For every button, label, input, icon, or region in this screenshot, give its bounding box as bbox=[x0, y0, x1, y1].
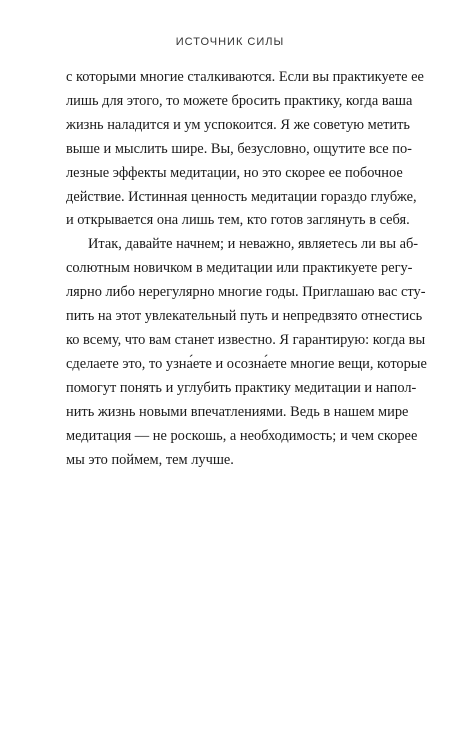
text-line: солютным новичком в медитации или практикуете регу- bbox=[66, 260, 413, 277]
text-line: сделаете это, то узна́ете и осозна́ете многие вещи, которые bbox=[66, 355, 427, 372]
paragraph-1 bbox=[66, 66, 424, 233]
body-text bbox=[66, 66, 427, 472]
text-line: медитация — не роскошь, а необходимость; и чем скорее bbox=[66, 427, 418, 444]
text-line: Итак, давайте начнем; и неважно, являетесь ли вы аб- bbox=[88, 236, 419, 253]
text-line: и открывается она лишь тем, кто готов заглянуть в себя. bbox=[66, 212, 410, 229]
text-line: лишь для этого, то можете бросить практику, когда ваша bbox=[66, 92, 413, 109]
text-line: ко всему, что вам станет известно. Я гарантирую: когда вы bbox=[66, 331, 426, 348]
text-line: действие. Истинная ценность медитации гораздо глубже, bbox=[66, 188, 417, 205]
text-line: мы это поймем, тем лучше. bbox=[66, 451, 234, 468]
text-line: помогут понять и углубить практику медитации и напол- bbox=[66, 379, 417, 396]
text-line: с которыми многие сталкиваются. Если вы практикуете ее bbox=[66, 69, 424, 85]
text-line: лезные эффекты медитации, но это скорее ее побочное bbox=[66, 164, 403, 181]
paragraph-2 bbox=[66, 233, 427, 472]
text-line: жизнь наладится и ум успокоится. Я же советую метить bbox=[66, 116, 410, 133]
running-header: ИСТОЧНИК СИЛЫ bbox=[175, 36, 285, 48]
text-line: нить жизнь новыми впечатлениями. Ведь в нашем мире bbox=[66, 403, 409, 420]
text-line: лярно либо нерегулярно многие годы. Приглашаю вас сту- bbox=[66, 284, 426, 301]
text-line: выше и мыслить шире. Вы, безусловно, ощутите все по- bbox=[66, 140, 412, 157]
text-line: пить на этот увлекательный путь и непредвзято отнестись bbox=[66, 308, 423, 325]
